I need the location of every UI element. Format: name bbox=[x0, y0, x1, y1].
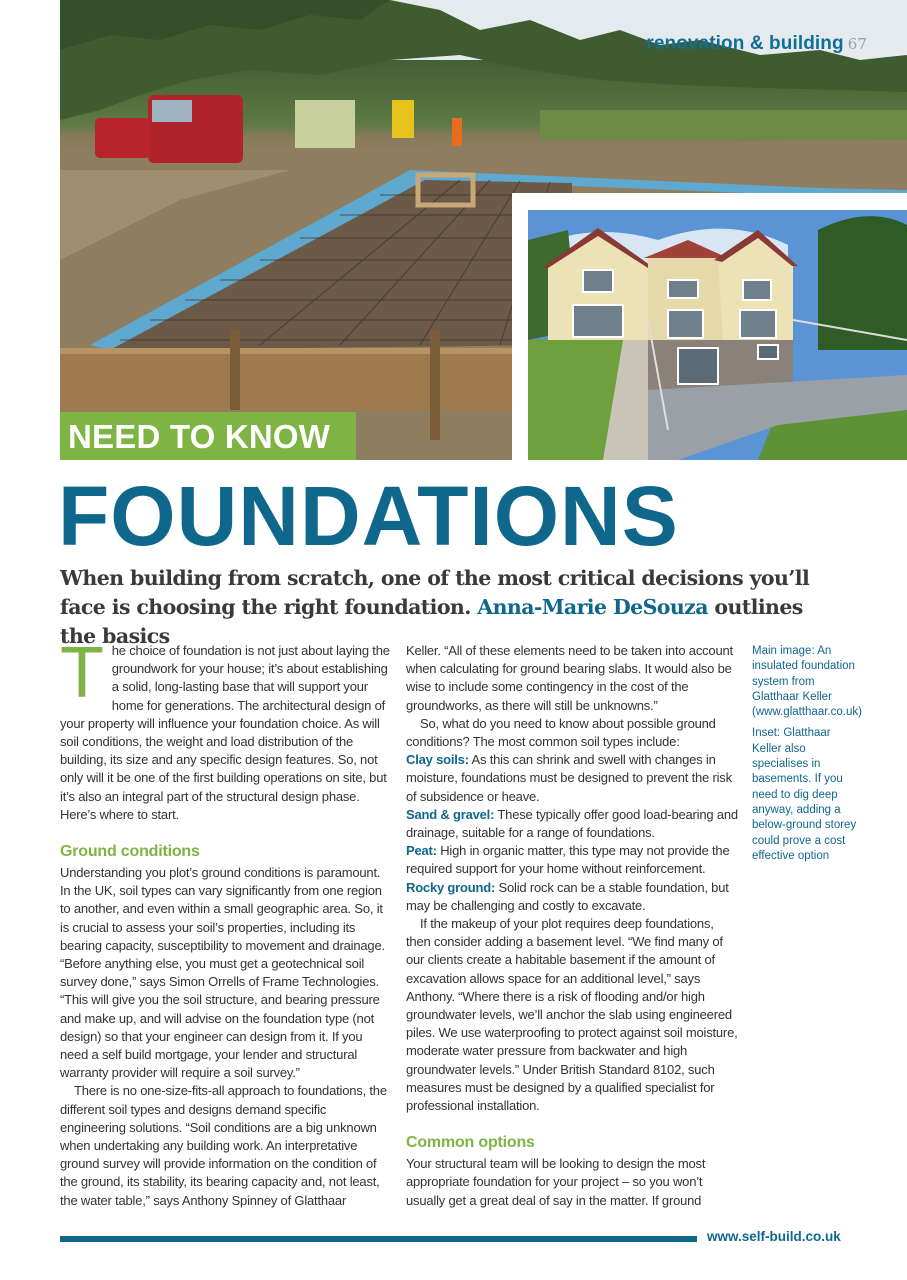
subheading-ground-conditions: Ground conditions bbox=[60, 843, 200, 861]
inset-photo-house bbox=[528, 210, 907, 460]
inset-photo-frame bbox=[512, 193, 907, 460]
soil-text: As this can shrink and swell with changes in moisture, foundations must be designed to prevent the risk of subsidence or heave. bbox=[406, 752, 732, 804]
soil-item bbox=[406, 842, 738, 878]
photo-captions bbox=[752, 644, 862, 870]
col2-paragraph-1: Keller. “All of these elements need to be taken into account when calculating for ground bearing slabs. It would also be wise to include some contingency in the cost of the groundworks, as there will still be unknowns.” bbox=[406, 643, 733, 713]
need-to-know-badge: NEED TO KNOW bbox=[60, 412, 356, 460]
subheading-common-options: Common options bbox=[406, 1134, 535, 1152]
headline: FOUNDATIONS bbox=[58, 469, 679, 563]
col2-paragraph-2: So, what do you need to know about possible ground conditions? The most common soil types include: bbox=[406, 715, 716, 750]
soil-item bbox=[406, 751, 738, 806]
standfirst bbox=[60, 564, 820, 651]
caption-main: Main image: An insulated foundation system from Glatthaar Keller (www.glatthaar.co.uk) bbox=[752, 645, 862, 719]
ground-paragraph-2: There is no one-size-fits-all approach to foundations, the different soil types and designs demand specific engineering solutions. “Soil conditions are a big unknown when undertaking any building work. An interpretative ground survey will provide information on the condition of the ground, its stability, its bearing capacity and, not least, the water table,” says Anthony Spinney of Glatthaar bbox=[60, 1083, 387, 1208]
ground-paragraph-1: Understanding you plot’s ground conditions is paramount. In the UK, soil types can vary significantly from one region to another, and even within a small geographic area. So, it is crucial to assess your soil’s properties, including its bearing capacity, susceptibility to movement and drainage. “Before anything else, you must get a geotechnical soil survey done,” says Simon Orrells of Frame Technologies. “This will give you the soil structure, and bearing pressure and make up, and will advise on the foundation type (not design) so that your engineer can design from it. If you need a self build mortgage, your lender and structural warranty provider will require a soil survey.” bbox=[60, 865, 385, 1081]
soil-term: Sand & gravel: bbox=[406, 806, 495, 822]
footer-rule bbox=[60, 1236, 697, 1242]
intro-paragraph bbox=[60, 633, 390, 824]
soil-term: Rocky ground: bbox=[406, 879, 496, 895]
standfirst-tail: outlines the basics bbox=[60, 595, 803, 648]
soil-text: High in organic matter, this type may not provide the required support for your home without reinforcement. bbox=[406, 843, 730, 877]
article-column-1 bbox=[60, 633, 390, 1210]
standfirst-lead: When building from scratch, one of the most critical decisions you’ll face is choosing the right foundation. bbox=[60, 566, 810, 619]
page-number: 67 bbox=[847, 35, 867, 53]
soil-term: Peat: bbox=[406, 843, 437, 859]
col2-paragraph-3: If the makeup of your plot requires deep foundations, then consider adding a basement level. “We find many of our clients create a habitable basement if the amount of excavation allows space for an additional level,” says Anthony. “Where there is a risk of flooding and/or high groundwater levels, we’ll anchor the slab using engineered piles. We use waterproofing to protect against soil moisture, moderate water pressure from backwater and high groundwater levels.” Under British Standard 8102, such measures must be designed by a qualified specialist for professional installation. bbox=[406, 916, 738, 1114]
section-tag bbox=[646, 33, 867, 55]
soil-text: These typically offer good load-bearing and drainage, suitable for a range of foundations. bbox=[406, 806, 738, 841]
article-column-2 bbox=[406, 642, 738, 1210]
soil-item bbox=[406, 879, 738, 915]
soil-text: Solid rock can be a stable foundation, but may be challenging and costly to excavate. bbox=[406, 879, 729, 913]
soil-term: Clay soils: bbox=[406, 752, 469, 768]
footer-url: www.self-build.co.uk bbox=[707, 1229, 841, 1244]
section-label: renovation & building bbox=[646, 33, 844, 54]
intro-text: he choice of foundation is not just about laying the groundwork for your house; it’s about establishing a solid, long-lasting base that will support your home for generations. The architectural design of your property will influence your foundation choice. As will soil conditions, the weight and load distribution of the building, its size and any specific design features. So, not only will it be one of the first building operations on site, but it’s also an integral part of the structural design phase. Here’s where to start. bbox=[60, 643, 390, 822]
house-illustration bbox=[528, 210, 907, 460]
dropcap: T bbox=[60, 633, 104, 713]
soil-item bbox=[406, 806, 738, 842]
author-name: Anna-Marie DeSouza bbox=[477, 595, 708, 619]
caption-inset: Inset: Glatthaar Keller also specialises in basements. If you need to dig deep anyway, adding a below-ground storey could prove a cost effective option bbox=[752, 727, 857, 862]
options-paragraph-1: Your structural team will be looking to design the most appropriate foundation for your project – so you won’t usually get a great deal of say in the matter. If ground bbox=[406, 1156, 706, 1208]
